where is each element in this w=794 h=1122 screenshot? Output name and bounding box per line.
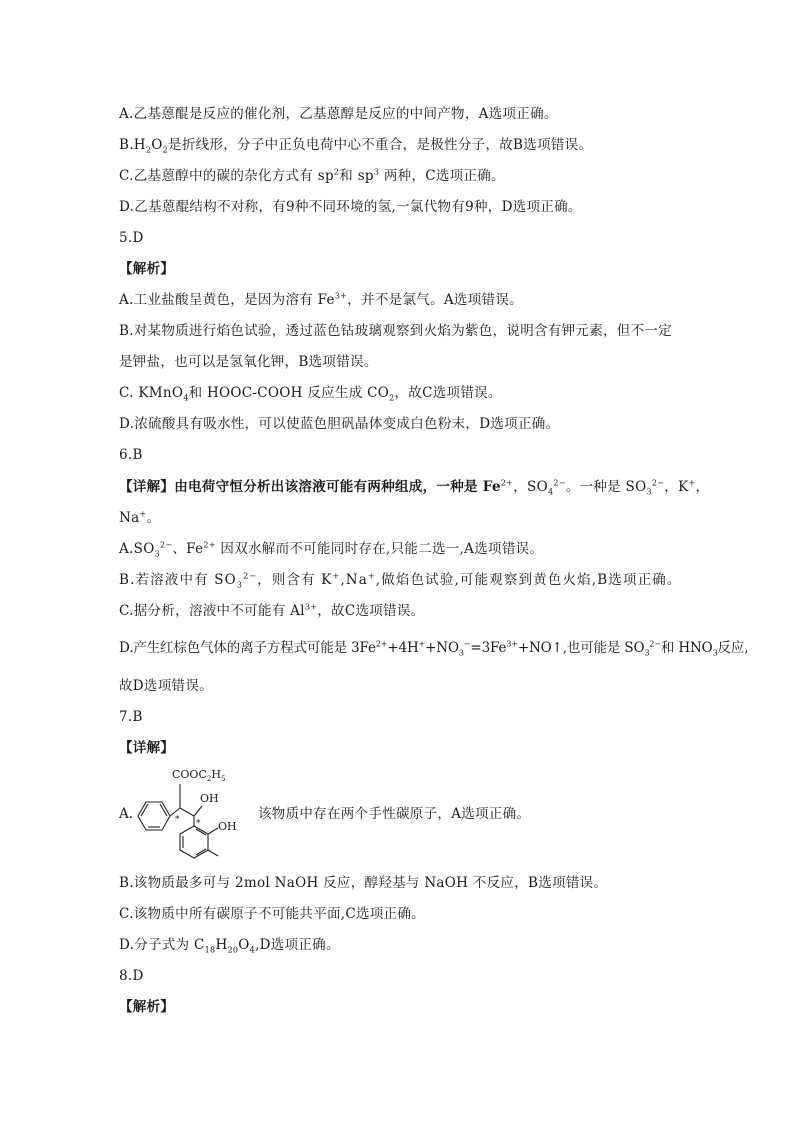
line-a-catalyst: A.乙基蒽醌是反应的催化剂，乙基蒽醇是反应的中间产物，A选项正确。 (119, 106, 558, 122)
left-benzene-ring (138, 802, 170, 830)
hydroxyl-label-ring: OH (218, 820, 237, 833)
chiral-mark-1: * (175, 815, 180, 825)
question-5-answer: 5.D (119, 230, 144, 246)
question-8-heading: 【解析】 (119, 999, 175, 1015)
q7-option-a-text: 该物质中存在两个手性碳原子，A选项正确。 (258, 806, 531, 822)
question-7-answer: 7.B (119, 709, 143, 725)
q5-line-b: B.对某物质进行焰色试验，透过蓝色钴玻璃观察到火焰为紫色，说明含有钾元素，但不一定 (119, 323, 673, 339)
q6-line-b: B.若溶液中有 $SO_3^{2-}$，则含有 K+,Na+,做焰色试验,可能观察到黄色火焰,B选项正确。 (119, 571, 682, 590)
q7-line-c: C.该物质中所有碳原子不可能共平面,C选项正确。 (119, 906, 425, 922)
q6-line-d2: 故D选项错误。 (119, 678, 213, 694)
q6-detail-line: 【详解】由电荷守恒分析出该溶液可能有两种组成，一种是 $Fe^{2+}$，$SO_4^{2-}$。一种是 $SO_3^{2-}$，K+， (119, 478, 710, 497)
q7-line-b: B.该物质最多可与 2mol NaOH 反应，醇羟基与 NaOH 不反应，B选项错误。 (119, 875, 608, 891)
q5-line-c: C. KMnO$_4$和 HOOC-COOH 反应生成 $CO_2$，故C选项错误。 (119, 385, 502, 403)
q6-detail-line-2: Na+。 (119, 509, 161, 526)
q5-line-d: D.浓硫酸具有吸水性，可以使蓝色胆矾晶体变成白色粉末，D选项正确。 (119, 416, 560, 432)
q6-line-d: D.产生红棕色气体的离子方程式可能是 $3Fe^{2+}+4H^++NO_3^-=3Fe^{3+}+NO↑$,也可能是 $SO_3^{2-}$和 $HNO_3$反应, (119, 639, 749, 658)
q7-line-d: D.分子式为 $C_{18}H_{20}O_4,D$选项正确。 (119, 937, 340, 955)
question-8-answer: 8.D (119, 968, 144, 984)
right-benzene-ring (180, 826, 208, 858)
q5-line-a: A.工业盐酸呈黄色，是因为溶有 $Fe^{3+}$，并不是氯气。A选项错误。 (119, 291, 523, 308)
q6-line-a: $A.SO_3^{2-}$、$Fe^{2+}$ 因双水解而不可能同时存在,只能二选一,A选项错误。 (119, 540, 544, 559)
q6-line-c: C.据分析，溶液中不可能有 $Al^{3+}$，故C选项错误。 (119, 602, 425, 619)
question-5-heading: 【解析】 (119, 261, 175, 277)
molecule-structure (128, 764, 248, 864)
ester-label: $COOC_2H_5$ (172, 768, 226, 783)
line-c-hybridization: C.乙基蒽醇中的碳的杂化方式有 $sp^2$和 $sp^3$ 两种，C选项正确。 (119, 167, 505, 184)
question-7-heading: 【详解】 (119, 740, 175, 756)
line-d-symmetry: D.乙基蒽醌结构不对称，有9种不同环境的氢,一氯代物有9种，D选项正确。 (119, 199, 582, 215)
line-b-h2o2: $B.H_2O_2$是折线形，分子中正负电荷中心不重合，是极性分子，故B选项错误。 (119, 137, 593, 155)
chiral-mark-2: * (196, 819, 201, 829)
hydroxyl-label-chain: OH (200, 792, 219, 805)
q5-line-b2: 是钾盐，也可以是氢氧化钾，B选项错误。 (119, 354, 378, 370)
q7-option-a-label: A. (119, 806, 134, 822)
question-6-answer: 6.B (119, 447, 143, 463)
